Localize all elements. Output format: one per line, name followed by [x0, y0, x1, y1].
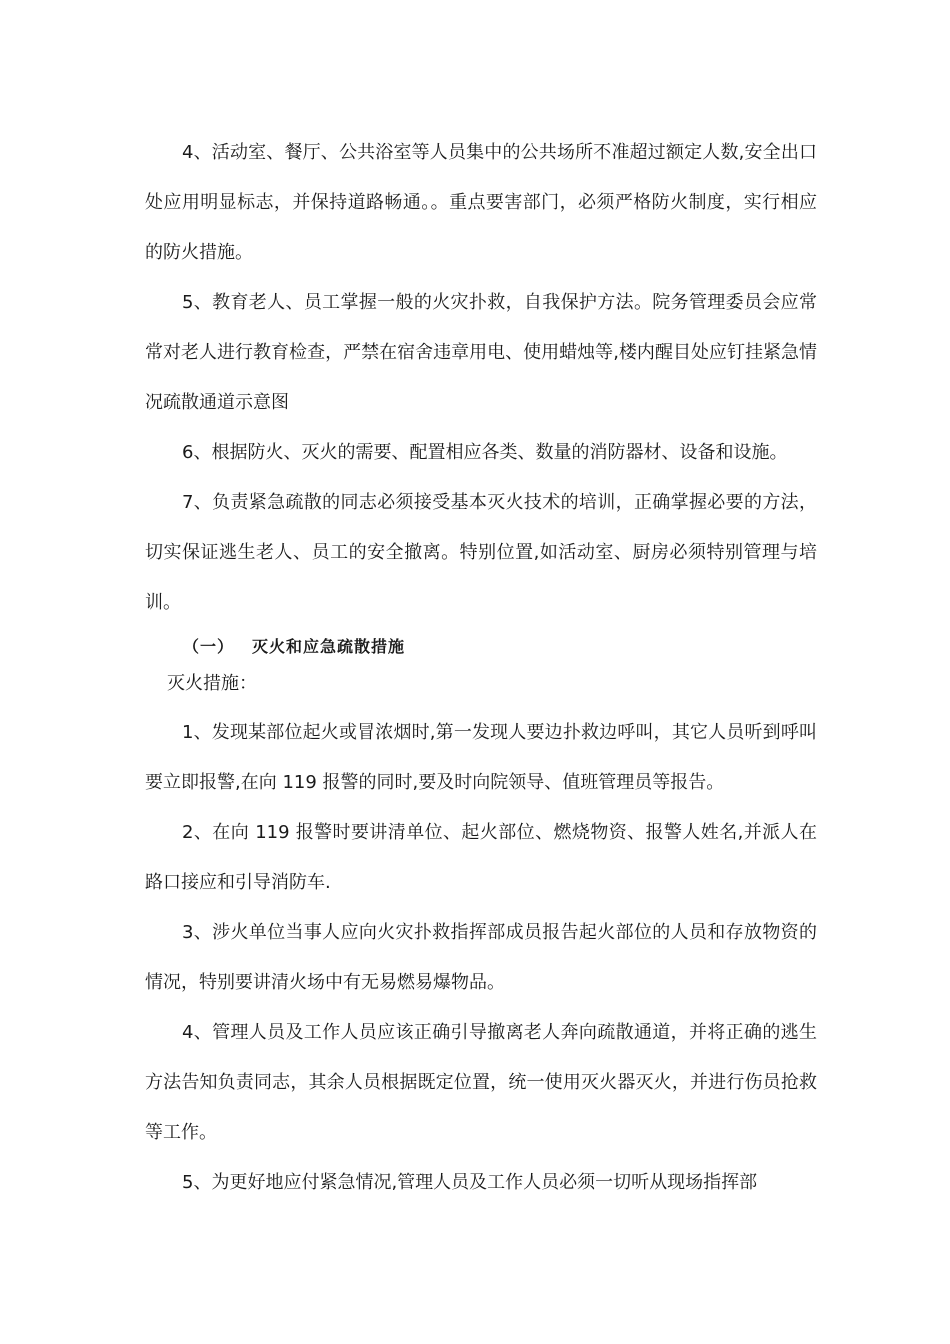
- paragraph-measure-5-command: 5、为更好地应付紧急情况,管理人员及工作人员必须一切听从现场指挥部: [182, 1172, 758, 1193]
- paragraph-item-7-training: 7、负责紧急疏散的同志必须接受基本灭火技术的培训，正确掌握必要的方法，切实保证逃生老人、员工的安全撤离。特别位置,如活动室、厨房必须特别管理与培训。: [145, 492, 817, 613]
- section-number: （一）: [183, 637, 235, 656]
- paragraph-measure-4-evacuation: 4、管理人员及工作人员应该正确引导撤离老人奔向疏散通道，并将正确的逃生方法告知负责同志，其余人员根据既定位置，统一使用灭火器灭火，并进行伤员抢救等工作。: [145, 1022, 817, 1143]
- section-title: 灭火和应急疏散措施: [252, 637, 406, 656]
- sub-label-fire-measures: 灭火措施：: [167, 673, 257, 694]
- section-heading: [145, 628, 817, 666]
- paragraph-measure-2-report: 2、在向 119 报警时要讲清单位、起火部位、燃烧物资、报警人姓名,并派人在路口接应和引导消防车.: [145, 822, 817, 893]
- document-body: [145, 128, 817, 1208]
- paragraph-item-4-public-places: 4、活动室、餐厅、公共浴室等人员集中的公共场所不准超过额定人数,安全出口处应用明显标志，并保持道路畅通。。重点要害部门，必须严格防火制度，实行相应的防火措施。: [145, 142, 817, 263]
- paragraph-measure-3-situation: 3、涉火单位当事人应向火灾扑救指挥部成员报告起火部位的人员和存放物资的情况，特别要讲清火场中有无易燃易爆物品。: [145, 922, 817, 993]
- paragraph-item-5-education: 5、教育老人、员工掌握一般的火灾扑救，自我保护方法。院务管理委员会应常常对老人进行教育检查，严禁在宿舍违章用电、使用蜡烛等,楼内醒目处应钉挂紧急情况疏散通道示意图: [145, 292, 817, 413]
- paragraph-measure-1-discovery: 1、发现某部位起火或冒浓烟时,第一发现人要边扑救边呼叫，其它人员听到呼叫要立即报警,在向 119 报警的同时,要及时向院领导、值班管理员等报告。: [145, 722, 817, 793]
- paragraph-item-6-equipment: 6、根据防火、灭火的需要、配置相应各类、数量的消防器材、设备和设施。: [182, 442, 788, 463]
